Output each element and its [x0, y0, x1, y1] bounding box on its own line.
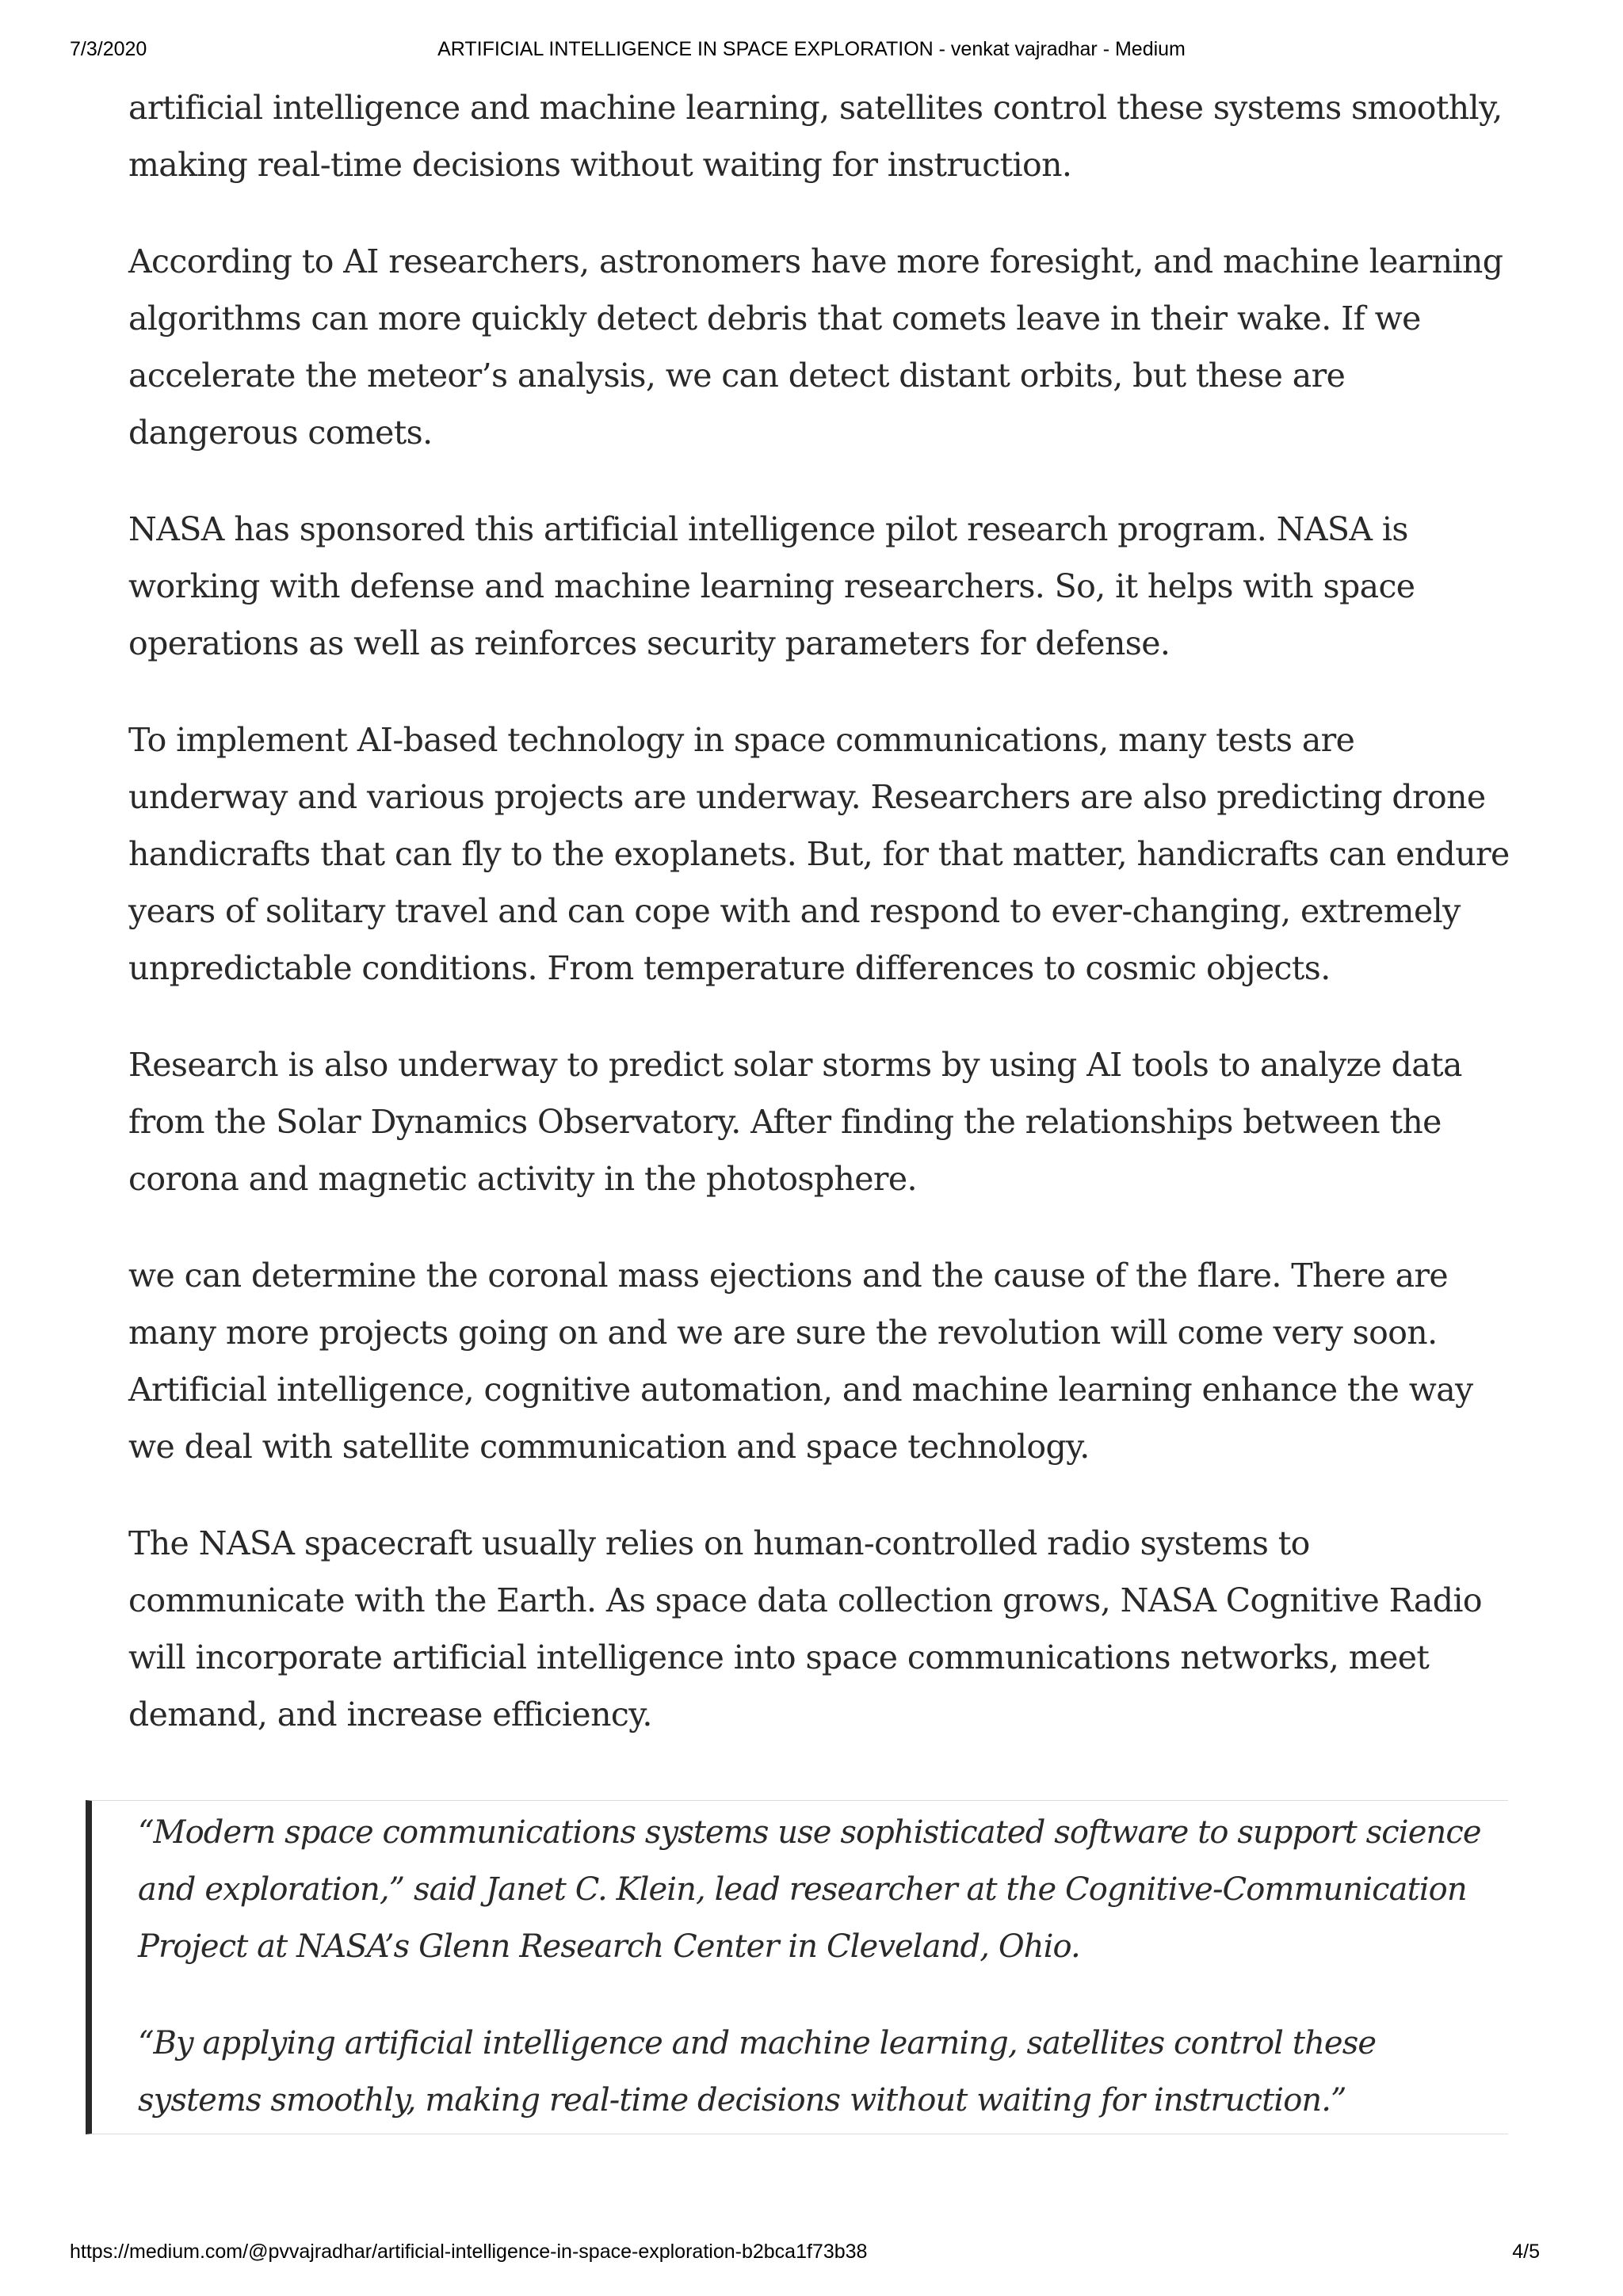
print-date: 7/3/2020: [70, 38, 147, 60]
article-paragraph: The NASA spacecraft usually relies on human-controlled radio systems to communicate with the Earth. As space data collection grows, NASA Cognitive Radio will incorporate artificial intelligence into space communications networks, meet demand, and increase efficiency.: [128, 1524, 1482, 1733]
page-number: 4/5: [1512, 2241, 1540, 2263]
article-paragraph: To implement AI-based technology in space communications, many tests are underway and various projects are underway. Researchers are also predicting drone handicrafts that can fly to the exoplanets. But, for that matter, handicrafts can endure years of solitary travel and can cope with and respond to ever-changing, extremely unpredictable conditions. From temperature differences to cosmic objects.: [128, 721, 1510, 987]
blockquote: [86, 1800, 1508, 2134]
quote-paragraph: “Modern space communications systems use sophisticated software to support science and exploration,” said Janet C. Klein, lead researcher at the Cognitive-Communication Project at NASA’s Glenn Research Center in Cleveland, Ohio.: [138, 1814, 1481, 1965]
article-paragraph: we can determine the coronal mass ejections and the cause of the flare. There are many more projects going on and we are sure the revolution will come very soon. Artificial intelligence, cognitive automation, and machine learning enhance the way we deal with satellite communication and space technology.: [128, 1257, 1473, 1466]
print-footer: [0, 2241, 1623, 2272]
print-header: [0, 38, 1623, 70]
article-paragraph: artificial intelligence and machine learning, satellites control these systems smoothly, making real-time decisions without waiting for instruction.: [128, 89, 1503, 184]
page-url: https://medium.com/@pvvajradhar/artificial-intelligence-in-space-exploration-b2bca1f73b38: [70, 2241, 868, 2263]
article-paragraph: According to AI researchers, astronomers have more foresight, and machine learning algorithms can more quickly detect debris that comets leave in their wake. If we accelerate the meteor’s analysis, we can detect distant orbits, but these are dangerous comets.: [128, 242, 1503, 452]
article-body: [128, 79, 1515, 1783]
quote-paragraph: “By applying artificial intelligence and machine learning, satellites control these systems smoothly, making real-time decisions without waiting for instruction.”: [138, 2025, 1377, 2119]
print-title: ARTIFICIAL INTELLIGENCE IN SPACE EXPLORATION - venkat vajradhar - Medium: [437, 38, 1186, 60]
article-paragraph: NASA has sponsored this artificial intelligence pilot research program. NASA is working with defense and machine learning researchers. So, it helps with space operations as well as reinforces security parameters for defense.: [128, 510, 1415, 662]
article-paragraph: Research is also underway to predict solar storms by using AI tools to analyze data from the Solar Dynamics Observatory. After finding the relationships between the corona and magnetic activity in the photosphere.: [128, 1046, 1462, 1198]
